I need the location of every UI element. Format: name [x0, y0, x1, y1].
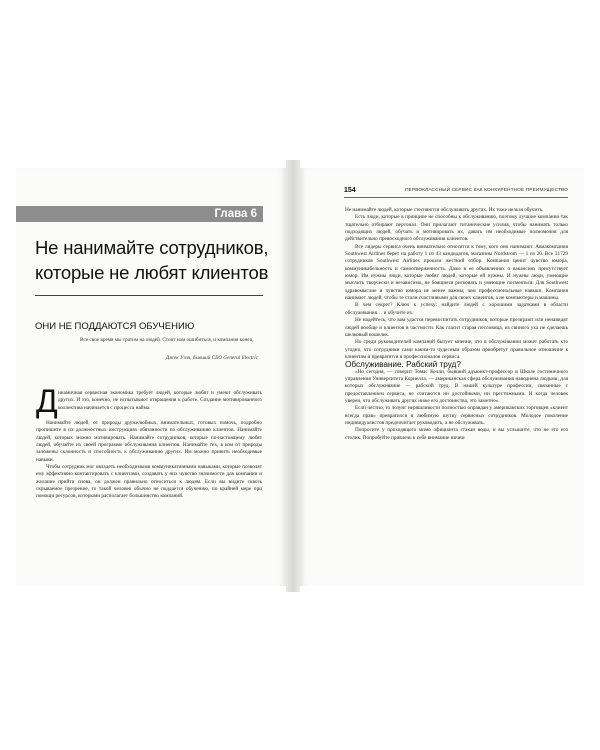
book-gutter	[286, 160, 300, 592]
header-rule	[344, 197, 568, 198]
chapter-title	[35, 235, 275, 285]
section-heading: Обслуживание. Рабский труд?	[345, 360, 461, 370]
running-title: ПЕРВОКЛАССНЫЙ СЕРВИС КАК КОНКУРЕНТНОЕ ПРЕИМУЩЕСТВО	[405, 188, 568, 193]
epigraph: Все свое время мы тратим на людей. Стоит нам ошибиться, и компания конец.	[80, 337, 254, 343]
right-paragraph: В чем секрет? Ключ к успеху: найдите людей с хорошими задатками в области обслуживания… и обучите их.	[345, 302, 568, 316]
right-body	[345, 207, 568, 442]
chapter-title-line-1: Не нанимайте сотрудников,	[35, 237, 269, 258]
right-paragraph: Если честно, то лозунг неряшливости полностью оправдан у американских торговцев «клиент всегда прав» превратился в любимую шутку сервисных сотрудников. Молодое поколение индивидуалистов предпочитает руководить, а не обслуживать.	[345, 405, 568, 426]
chapter-label: Глава 6	[16, 206, 263, 222]
chapter-title-line-2: которые не любят клиентов	[35, 262, 269, 283]
right-paragraph: Все лидеры сервиса очень внимательно относятся к тому, кого они нанимают. Авиакомпания Southwest Airlines берет на работу 1 из 43 кандидатов, магазины Nordstrom — 1 из 20. Все 31729 сотрудников Southwest Airlines прошли жесткий отбор. Компания ценит чувство юмора, коммуникабельность и самоотверженность. Даже в ее объявлениях о вакансиях присутствует юмор. Им нужны люди, которые любят людей, которые ей нужны. И нужны люди, умеющие мыслить творчески и независимо, не боящиеся рисковать и умеющие посмеяться. Для Southwest здравомыслие и чувство юмора не менее важны, чем профессиональные навыки. Компания нанимает людей, чтобы те стали счастливыми для своих клиентов, а не компьютеры и машины.	[345, 243, 568, 302]
epigraph-author: Джек Уэлч, бывший CEO General Electric	[165, 355, 258, 361]
right-paragraph: «Но сегодня, — говорит Томас Келли, бывший адъюнкт-профессор в Школе гостиничного управления Университета Корнелла, — американская сфера обслуживания наводнена людьми, для которых обслуживание — рабский труд. В нашей культуре профессии, связанные с предоставлением сервиса, не считаются ни достойными, ни престижными. И когда человек уверен, что обслуживать других ниже его достоинства, это заметно».	[345, 368, 568, 404]
left-body	[36, 420, 262, 501]
first-paragraph: инамичная сервисная экономика требует людей, которые любят и умеют обслуживать других. И это, конечно, не испытывают отвращения к работе. Создание мотивированного коллектива начинается с процесса найма.	[58, 390, 262, 411]
left-paragraph: Нанимайте людей, от природы дружелюбных, внимательных, готовых помочь, подробно пропишите в их должностных инструкциях обязанности по обслуживанию клиентов. Нанимайте людей, которых можно мотивировать. Нанимайте сотрудников, которые по-настоящему любят людей, обучайте их своей программе обслуживания клиентов. Нанимайте тех, в ком от природы заложены склонность и способность к обслуживанию других. Им можно привить необходимые навыки.	[36, 420, 262, 463]
section-title: ОНИ НЕ ПОДДАЮТСЯ ОБУЧЕНИЮ	[35, 321, 195, 332]
right-paragraph: Есть люди, которые в принципе не способны к обслуживанию, поэтому лучшие компании так тщательно отбирают персонал. Они прилагают титанические усилия, чтобы нанимать только подходящих людей, обучать и мотивировать их, давать им необходимые полномочия для действительно превосходного обслуживания клиентов.	[345, 214, 568, 243]
right-paragraph: Попросите у проходящего мимо официанта стакан воды, и вы услышите, что не это его столик. Попробуйте привлечь к себе внимание ничем	[345, 427, 568, 441]
title-rule	[35, 295, 263, 296]
right-paragraph: Но среди руководителей компаний бытует мнение, что в обслуживании может работать кто угодно, что сотрудники сами каким-то чудесным образом приобретут правильное отношение к клиентам и превратятся в профессионалов сервиса.	[345, 339, 568, 360]
left-page	[16, 168, 286, 586]
drop-cap: Д	[36, 383, 58, 419]
page-number: 154	[344, 187, 356, 194]
left-paragraph: Чтобы сотрудник мог овладеть необходимыми коммуникативными навыками, которые позволят ему эффективно контактировать с клиентами, создавать у них чувство значимости для компании и желание прийти снова, он должен правильно относиться к людям. Если вы видите сквозь скрываемое презрение, то такой человек обычно не поддается обучению, по крайней мере при помощи ресурсов, которыми располагает большинство компаний.	[36, 464, 262, 500]
right-paragraph: Не надейтесь, что вам удастся перевоспитать сотрудников, которые презирают или ненавидят людей вообще и клиентов в частности. Как гласит старая пословица, из свиного уха не сделаешь шелковый кошелек.	[345, 317, 568, 338]
right-opening-line: Не нанимайте людей, которые стесняются обслуживать других. Их тоже нельзя обучить.	[345, 207, 544, 213]
